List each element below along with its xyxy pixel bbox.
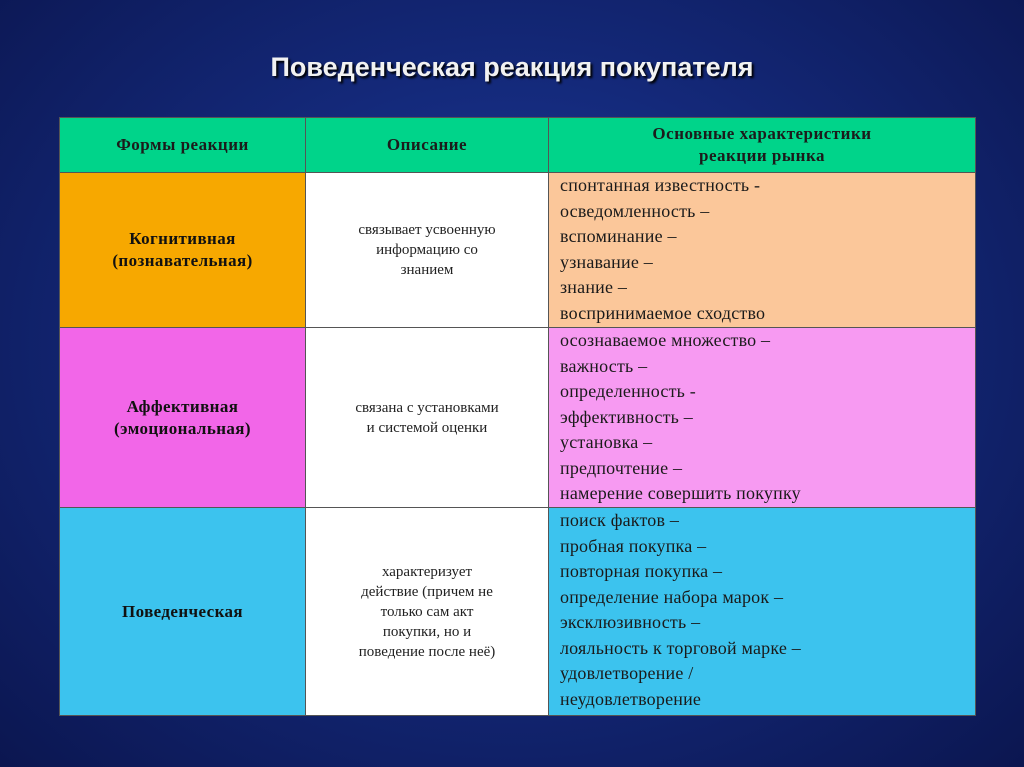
chars-item: важность – xyxy=(560,355,648,376)
form-cell-cognitive xyxy=(60,173,306,328)
form-name: Когнитивная xyxy=(129,229,236,248)
form-subname: (познавательная) xyxy=(112,251,253,270)
desc-line: связывает усвоенную xyxy=(358,222,496,238)
desc-cell-affective xyxy=(306,328,549,508)
chars-item: осознаваемое множество – xyxy=(560,330,771,350)
desc-line: поведение после неё) xyxy=(358,643,496,660)
desc-line: связана с установками xyxy=(355,399,499,416)
desc-cell-behavioral xyxy=(306,508,549,716)
form-cell-behavioral xyxy=(60,508,306,716)
chars-item: узнавание – xyxy=(560,251,653,272)
table-header-row xyxy=(60,118,976,173)
chars-item: вспоминание – xyxy=(560,226,677,246)
header-characteristics xyxy=(549,118,976,173)
header-characteristics-line2: реакции рынка xyxy=(699,146,825,165)
chars-item: предпочтение – xyxy=(560,457,683,478)
chars-item: удовлетворение / xyxy=(560,663,694,683)
reaction-table-wrapper xyxy=(59,117,975,716)
table-row-cognitive xyxy=(60,173,976,328)
header-description: Описание xyxy=(306,118,549,173)
desc-line: покупки, но и xyxy=(382,623,472,640)
chars-item: осведомленность – xyxy=(560,200,710,221)
chars-item: спонтанная известность - xyxy=(560,175,761,195)
desc-line: только сам акт xyxy=(380,603,474,620)
desc-line: и системой оценки xyxy=(366,419,488,436)
chars-item: пробная покупка – xyxy=(560,535,707,556)
chars-cell-cognitive xyxy=(549,173,976,328)
chars-item: лояльность к торговой марке – xyxy=(560,637,801,658)
chars-item: поиск фактов – xyxy=(560,510,680,530)
desc-cell-cognitive xyxy=(306,173,549,328)
chars-item: определенность - xyxy=(560,381,696,401)
chars-cell-affective xyxy=(549,328,976,508)
chars-item: намерение совершить покупку xyxy=(560,483,801,503)
chars-item: установка – xyxy=(560,432,653,452)
chars-item: эффективность – xyxy=(560,406,693,427)
form-name: Аффективная xyxy=(126,396,239,416)
reaction-table xyxy=(59,117,976,716)
header-forms: Формы реакции xyxy=(60,118,306,173)
header-characteristics-line1: Основные характеристики xyxy=(652,124,872,143)
desc-line: характеризует xyxy=(381,563,473,580)
chars-item: неудовлетворение xyxy=(560,688,702,709)
form-subname: (эмоциональная) xyxy=(114,418,251,438)
form-cell-affective xyxy=(60,328,306,508)
form-name: Поведенческая xyxy=(121,601,244,621)
chars-item: определение набора марок – xyxy=(560,586,784,607)
desc-line: информацию со xyxy=(376,242,478,258)
chars-item: эксклюзивность – xyxy=(560,612,701,632)
slide-title: Поведенческая реакция покупателя xyxy=(270,52,754,82)
table-row-affective xyxy=(60,328,976,508)
chars-item: воспринимаемое сходство xyxy=(560,302,766,323)
desc-line: знанием xyxy=(400,262,454,278)
chars-item: знание – xyxy=(560,277,628,297)
chars-item: повторная покупка – xyxy=(560,561,723,581)
desc-line: действие (причем не xyxy=(361,583,493,600)
table-row-behavioral xyxy=(60,508,976,716)
chars-cell-behavioral xyxy=(549,508,976,716)
